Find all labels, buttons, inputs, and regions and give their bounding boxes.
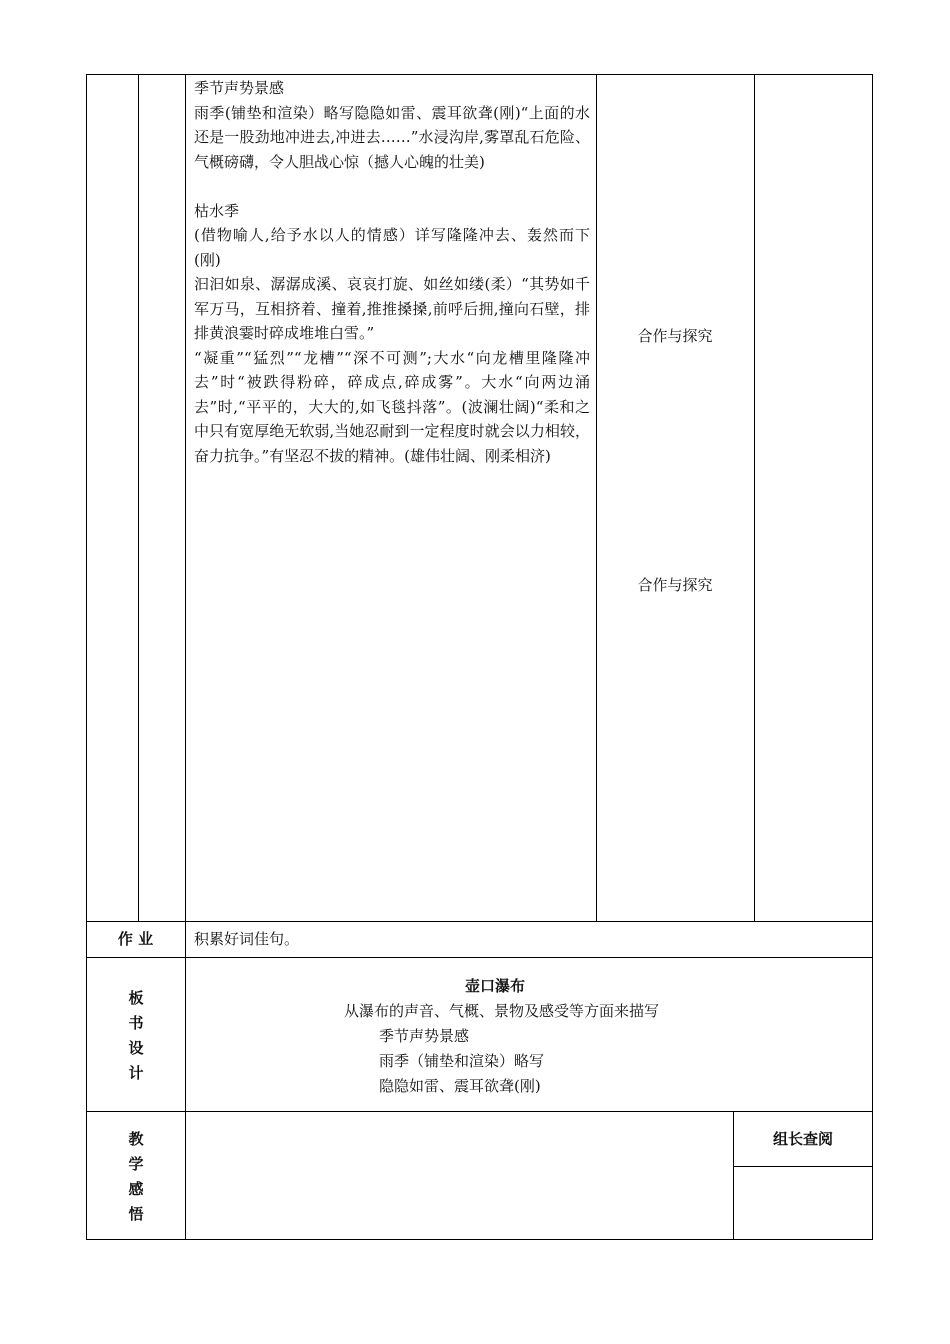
content-paragraph-1: 季节声势景感 xyxy=(194,79,285,97)
method-label-2: 合作与探究 xyxy=(637,576,713,594)
teaching-reflection-label: 教学感悟 xyxy=(128,1130,144,1223)
table-right-border xyxy=(872,74,873,1240)
row-border-homework-top xyxy=(86,921,873,922)
table-left-border xyxy=(86,74,87,1240)
content-paragraph-3: 枯水季 xyxy=(194,201,240,220)
review-cell-divider xyxy=(733,1166,873,1167)
col-border-2 xyxy=(185,74,186,1240)
homework-label: 作 业 xyxy=(117,930,154,948)
content-paragraph-4: (借物喻人,给予水以人的情感）详写隆隆冲去、轰然而下(刚) xyxy=(194,226,590,269)
board-line-4: 隐隐如雷、震耳欲聋(刚) xyxy=(379,1077,541,1095)
board-design-label: 板书设计 xyxy=(128,989,144,1082)
board-title: 壶口瀑布 xyxy=(464,977,525,995)
content-paragraph-2: 雨季(铺垫和渲染）略写隐隐如雷、震耳欲聋(刚)“上面的水还是一股劲地冲进去,冲进去……”水浸沟岸,雾罩乱石危险、气概磅礴，令人胆战心惊（撼人心魄的壮美) xyxy=(194,103,590,171)
group-leader-review-label: 组长查阅 xyxy=(772,1130,833,1148)
board-line-2: 季节声势景感 xyxy=(379,1027,470,1045)
board-line-3: 雨季（铺垫和渲染）略写 xyxy=(379,1052,545,1070)
col-border-3 xyxy=(596,74,597,921)
content-paragraph-6: “凝重”“猛烈”“龙槽”“深不可测”;大水“向龙槽里隆隆冲去”时“被跌得粉碎，碎成点,碎成雾”。大水“向两边涌去”时,“平平的，大大的,如飞毯抖落”。(波澜壮阔)“柔和之中只有宽厚绝无软弱,当她忍耐到一定程度时就会以力相较，奋力抗争。”有坚忍不拔的精神。(雄伟壮阔、刚柔相济) xyxy=(194,348,590,465)
row-border-reflection-top xyxy=(86,1111,873,1112)
homework-content: 积累好词佳句。 xyxy=(194,930,300,948)
table-bottom-border xyxy=(86,1239,873,1240)
board-line-1: 从瀑布的声音、气概、景物及感受等方面来描写 xyxy=(344,1002,660,1020)
method-label-1: 合作与探究 xyxy=(637,327,713,345)
row-border-board-top xyxy=(86,957,873,958)
col-border-1 xyxy=(138,74,139,921)
content-paragraph-5: 汩汩如泉、潺潺成溪、哀哀打旋、如丝如缕(柔）“其势如千军万马，互相挤着、撞着,推推搡搡,前呼后拥,撞向石壁，排排黄浪霎时碎成堆堆白雪。” xyxy=(194,275,590,342)
col-border-4 xyxy=(754,74,755,921)
